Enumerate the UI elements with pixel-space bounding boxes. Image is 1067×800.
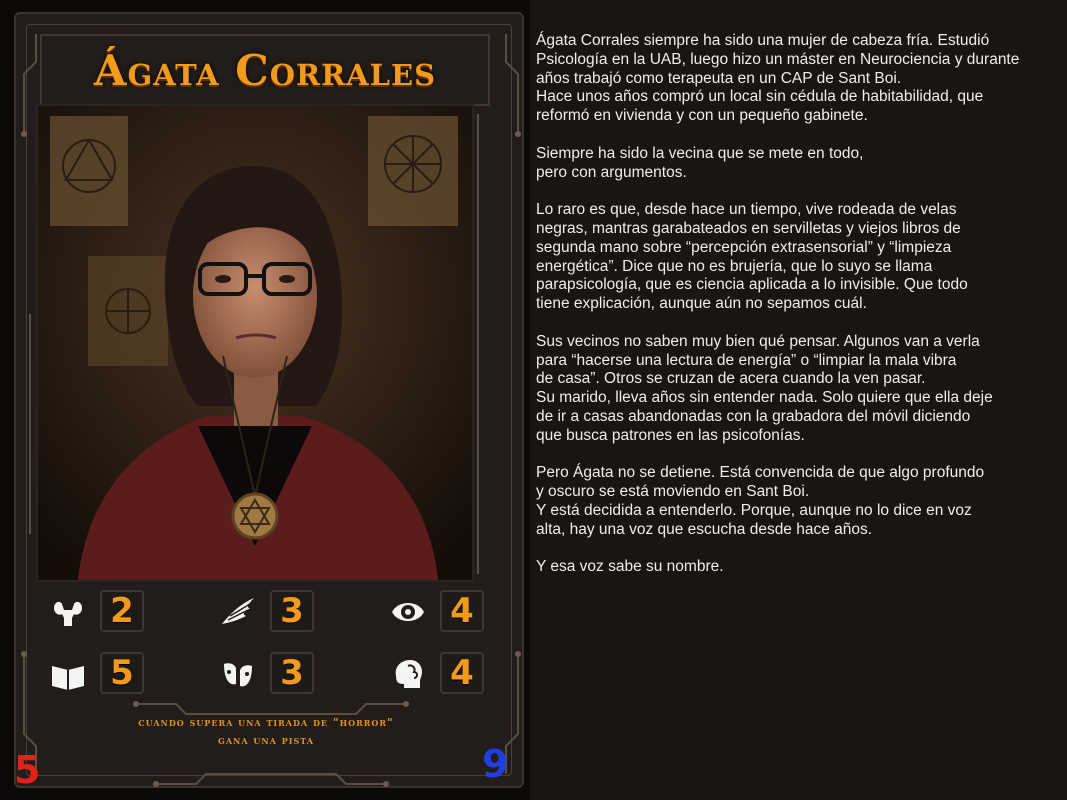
story-line: Ágata Corrales siempre ha sido una mujer de cabeza fría. Estudió xyxy=(536,32,990,49)
portrait-illustration xyxy=(38,106,472,580)
ability-line-1: cuando supera una tirada de "horror" xyxy=(138,716,394,729)
story-line: años trabajó como terapeuta en un CAP de Sant Boi. xyxy=(536,69,902,87)
story-line: parapsicología, que es ciencia aplicada a lo invisible. Que todo xyxy=(536,276,968,294)
character-portrait xyxy=(36,104,474,582)
stat-value: 2 xyxy=(100,590,144,632)
story-line: de casa”. Otros se cruzan de acera cuando la ven pasar. xyxy=(536,370,926,388)
story-line: energética”. Dice que no es brujería, que lo suyo se llama xyxy=(536,257,933,275)
stat-strength xyxy=(42,588,182,636)
ability-line-2: gana una pista xyxy=(218,734,314,747)
mind-icon xyxy=(390,656,426,692)
stat-value: 3 xyxy=(270,652,314,694)
story-line: Sus vecinos no saben muy bien qué pensar. Algunos van a verla xyxy=(536,332,980,350)
stat-agility xyxy=(212,588,352,636)
story-paragraph xyxy=(536,333,1046,446)
story-line: que busca patrones en las psicofonías. xyxy=(536,426,805,444)
story-line: segunda mano sobre “percepción extrasensorial” y “limpieza xyxy=(536,238,952,256)
stat-will xyxy=(382,650,522,698)
story-line: tiene explicación, aunque aún no sepamos cuál. xyxy=(536,295,867,313)
card-ability-text xyxy=(56,714,476,750)
stat-influence xyxy=(212,650,352,698)
story-line: y oscuro se está moviendo en Sant Boi. xyxy=(536,483,810,501)
strength-icon xyxy=(50,594,86,630)
story-paragraph xyxy=(536,32,1046,126)
story-line: Siempre ha sido la vecina que se mete en todo, xyxy=(536,144,864,162)
character-story xyxy=(536,32,1046,596)
stat-knowledge xyxy=(42,650,182,698)
story-line: Y está decidida a entenderlo. Porque, aunque no lo dice en voz xyxy=(536,501,972,519)
story-paragraph xyxy=(536,145,1046,183)
stat-perception xyxy=(382,588,522,636)
book-icon xyxy=(50,656,86,692)
character-card xyxy=(14,12,524,788)
card-title: Ágata Corrales xyxy=(93,45,437,95)
stats-grid xyxy=(42,588,498,704)
wings-icon xyxy=(220,594,256,630)
story-line: reformó en vivienda y con un pequeño gabinete. xyxy=(536,107,868,125)
card-title-box xyxy=(40,34,490,106)
story-line: pero con argumentos. xyxy=(536,163,687,181)
story-line: de ir a casas abandonadas con la grabadora del móvil diciendo xyxy=(536,407,971,425)
story-line: Pero Ágata no se detiene. Está convencida de que algo profundo xyxy=(536,464,985,482)
story-line: Su marido, lleva años sin entender nada. Solo quiere que ella deje xyxy=(536,389,993,407)
story-line: Hace unos años compró un local sin cédula de habitabilidad, que xyxy=(536,88,984,106)
card-panel xyxy=(0,0,530,800)
story-paragraph xyxy=(536,464,1046,539)
stat-value: 4 xyxy=(440,652,484,694)
eye-icon xyxy=(390,594,426,630)
story-line: alta, hay una voz que escucha desde hace años. xyxy=(536,520,873,538)
story-paragraph xyxy=(536,558,1046,577)
mask-icon xyxy=(220,656,256,692)
story-line: Lo raro es que, desde hace un tiempo, vive rodeada de velas xyxy=(536,201,957,219)
stat-value: 3 xyxy=(270,590,314,632)
story-paragraph xyxy=(536,201,1046,314)
story-line: Y esa voz sabe su nombre. xyxy=(536,558,724,576)
stat-value: 5 xyxy=(100,652,144,694)
story-line: para “hacerse una lectura de energía” o “limpiar la mala vibra xyxy=(536,351,957,369)
corner-number-blue: 9 xyxy=(482,742,509,786)
corner-number-red: 5 xyxy=(14,748,41,792)
stat-value: 4 xyxy=(440,590,484,632)
story-line: Psicología en la UAB, luego hizo un máster en Neurociencia y durante xyxy=(536,50,1020,68)
story-line: negras, mantras garabateados en servilletas y viejos libros de xyxy=(536,219,961,237)
